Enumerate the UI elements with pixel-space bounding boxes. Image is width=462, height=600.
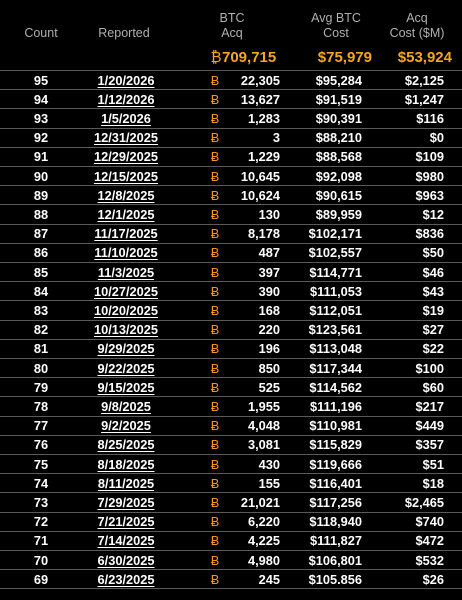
row-btc-acquired: 525 <box>258 379 280 395</box>
row-avg-cost: $88,210 <box>315 130 362 146</box>
row-btc-acquired: 487 <box>258 245 280 261</box>
table-row <box>0 512 462 531</box>
row-btc-acquired: 1,229 <box>247 149 280 165</box>
row-reported-date[interactable]: 9/8/2025 <box>101 398 151 414</box>
row-avg-cost: $119,666 <box>309 456 362 472</box>
row-avg-cost: $123,561 <box>308 322 362 338</box>
row-acq-cost: $472 <box>415 533 444 549</box>
row-acq-cost: $19 <box>422 302 444 318</box>
header-avg-cost-line1: Avg BTC <box>311 11 361 25</box>
table-row <box>0 205 462 224</box>
total-btc-acq: 709,715 <box>222 49 277 66</box>
btc-symbol-icon: Ƀ <box>210 533 220 549</box>
btc-symbol-icon: Ƀ <box>210 360 220 376</box>
row-acq-cost: $449 <box>415 418 444 434</box>
header-acq-cost-line2: Cost ($M) <box>389 26 445 40</box>
row-reported-date[interactable]: 7/29/2025 <box>97 494 155 510</box>
btc-symbol-icon: Ƀ <box>210 168 220 184</box>
row-count: 93 <box>33 110 49 126</box>
header-acq-cost-line1: Acq <box>406 11 428 25</box>
row-acq-cost: $51 <box>422 456 444 472</box>
row-btc-acquired: 3 <box>272 130 280 146</box>
header-btc-acq-line1: BTC <box>219 11 245 25</box>
btc-symbol-icon: Ƀ <box>210 398 220 414</box>
btc-symbol-icon: Ƀ <box>210 437 220 453</box>
row-count: 77 <box>33 418 49 434</box>
row-avg-cost: $90,391 <box>315 110 362 126</box>
row-reported-date[interactable]: 10/27/2025 <box>93 283 159 299</box>
row-count: 95 <box>33 72 49 88</box>
table-row <box>0 359 462 378</box>
row-count: 72 <box>33 514 49 530</box>
row-reported-date[interactable]: 11/3/2025 <box>97 264 155 280</box>
row-reported-date[interactable]: 12/1/2025 <box>97 206 155 222</box>
row-avg-cost: $111,053 <box>310 283 362 299</box>
row-count: 70 <box>33 552 49 568</box>
btc-symbol-icon: Ƀ <box>210 264 220 280</box>
table-row <box>0 320 462 339</box>
row-acq-cost: $357 <box>415 437 444 453</box>
row-btc-acquired: 4,048 <box>247 418 280 434</box>
row-acq-cost: $50 <box>422 245 444 261</box>
row-count: 91 <box>33 149 49 165</box>
row-reported-date[interactable]: 12/31/2025 <box>93 130 159 146</box>
row-count: 84 <box>33 283 49 299</box>
table-row <box>0 109 462 128</box>
row-btc-acquired: 397 <box>258 264 280 280</box>
row-reported-date[interactable]: 12/8/2025 <box>97 187 155 203</box>
header-count: Count <box>24 26 58 40</box>
row-btc-acquired: 21,021 <box>240 494 280 510</box>
btc-symbol-icon: Ƀ <box>210 283 220 299</box>
btc-symbol-icon: Ƀ <box>210 149 220 165</box>
total-avg-cost: $75,979 <box>317 49 372 66</box>
row-acq-cost: $26 <box>422 571 444 587</box>
row-acq-cost: $12 <box>422 206 444 222</box>
table-row <box>0 263 462 282</box>
row-btc-acquired: 6,220 <box>247 514 280 530</box>
row-avg-cost: $102,557 <box>308 245 362 261</box>
row-count: 76 <box>33 437 49 453</box>
row-count: 86 <box>33 245 49 261</box>
row-btc-acquired: 155 <box>258 475 280 491</box>
row-btc-acquired: 4,225 <box>247 533 280 549</box>
row-reported-date[interactable]: 8/25/2025 <box>97 437 155 453</box>
btc-symbol-icon: Ƀ <box>210 514 220 530</box>
row-avg-cost: $90,615 <box>315 187 362 203</box>
row-btc-acquired: 245 <box>258 571 280 587</box>
row-acq-cost: $109 <box>415 149 444 165</box>
row-reported-date[interactable]: 9/15/2025 <box>97 379 155 395</box>
row-reported-date[interactable]: 6/23/2025 <box>97 571 155 587</box>
row-avg-cost: $110,981 <box>309 418 362 434</box>
row-reported-date[interactable]: 1/12/2026 <box>97 91 155 107</box>
row-acq-cost: $2,465 <box>404 494 444 510</box>
btc-symbol-icon: Ƀ <box>210 341 220 357</box>
btc-symbol-icon: Ƀ <box>210 187 220 203</box>
row-acq-cost: $116 <box>416 110 444 126</box>
table-row <box>0 167 462 186</box>
row-reported-date[interactable]: 9/22/2025 <box>97 360 155 376</box>
table-row <box>0 570 462 589</box>
row-btc-acquired: 1,955 <box>247 398 280 414</box>
btc-symbol-icon: Ƀ <box>210 226 220 242</box>
row-btc-acquired: 430 <box>258 456 280 472</box>
row-avg-cost: $91,519 <box>315 91 362 107</box>
btc-symbol-icon: Ƀ <box>210 245 220 261</box>
row-avg-cost: $118,940 <box>309 514 362 530</box>
table-row <box>0 339 462 358</box>
row-acq-cost: $532 <box>415 552 444 568</box>
row-btc-acquired: 168 <box>258 302 280 318</box>
table-row <box>0 397 462 416</box>
btc-symbol-icon: Ƀ <box>210 418 220 434</box>
row-count: 79 <box>33 379 49 395</box>
row-count: 88 <box>33 206 49 222</box>
row-avg-cost: $105.856 <box>308 571 362 587</box>
row-reported-date[interactable]: 11/17/2025 <box>94 226 158 242</box>
header-avg-cost-line2: Cost <box>323 26 349 40</box>
table-row <box>0 147 462 166</box>
row-avg-cost: $111,196 <box>310 398 362 414</box>
table-row <box>0 416 462 435</box>
table-row <box>0 243 462 262</box>
row-btc-acquired: 220 <box>258 322 280 338</box>
row-avg-cost: $114,771 <box>309 264 362 280</box>
row-reported-date[interactable]: 12/15/2025 <box>93 168 159 184</box>
row-acq-cost: $46 <box>422 264 444 280</box>
row-avg-cost: $114,562 <box>309 379 362 395</box>
row-count: 78 <box>33 398 49 414</box>
btc-symbol-icon: Ƀ <box>210 494 220 510</box>
row-reported-date[interactable]: 7/14/2025 <box>97 533 155 549</box>
row-avg-cost: $88,568 <box>315 149 362 165</box>
row-count: 87 <box>33 226 49 242</box>
row-avg-cost: $117,344 <box>309 360 362 376</box>
row-btc-acquired: 22,305 <box>240 72 280 88</box>
row-btc-acquired: 13,627 <box>240 91 280 107</box>
table-row <box>0 128 462 147</box>
row-count: 83 <box>33 302 49 318</box>
row-reported-date[interactable]: 12/29/2025 <box>93 149 159 165</box>
row-avg-cost: $95,284 <box>315 72 362 88</box>
table-row <box>0 455 462 474</box>
header-reported: Reported <box>98 26 150 40</box>
table-row <box>0 531 462 550</box>
row-count: 69 <box>33 571 49 587</box>
row-divider <box>0 588 462 589</box>
row-btc-acquired: 3,081 <box>247 437 280 453</box>
total-acq-cost: $53,924 <box>397 49 452 66</box>
row-reported-date[interactable]: 9/29/2025 <box>97 341 155 357</box>
row-reported-date[interactable]: 8/11/2025 <box>97 475 155 491</box>
row-avg-cost: $102,171 <box>308 226 362 242</box>
row-btc-acquired: 1,283 <box>247 110 280 126</box>
btc-symbol-icon: Ƀ <box>210 302 220 318</box>
btc-symbol-icon: Ƀ <box>210 379 220 395</box>
btc-symbol-icon: Ƀ <box>210 130 220 146</box>
table-row <box>0 224 462 243</box>
row-reported-date[interactable]: 6/30/2025 <box>97 552 155 568</box>
row-count: 82 <box>33 322 49 338</box>
row-acq-cost: $22 <box>422 341 444 357</box>
row-avg-cost: $92,098 <box>315 168 362 184</box>
row-reported-date[interactable]: 1/5/2026 <box>101 110 151 126</box>
row-reported-date[interactable]: 10/20/2025 <box>93 302 159 318</box>
btc-symbol-icon: Ƀ <box>210 110 220 126</box>
row-count: 94 <box>33 91 49 107</box>
row-btc-acquired: 390 <box>258 283 280 299</box>
table-row <box>0 435 462 454</box>
row-acq-cost: $27 <box>422 322 444 338</box>
total-btc-symbol: ₿ <box>210 49 222 66</box>
row-btc-acquired: 10,624 <box>240 187 280 203</box>
row-acq-cost: $43 <box>422 283 444 299</box>
table-row <box>0 301 462 320</box>
row-reported-date[interactable]: 11/10/2025 <box>94 245 158 261</box>
row-count: 71 <box>33 533 49 549</box>
table-row <box>0 282 462 301</box>
table-row <box>0 71 462 90</box>
row-btc-acquired: 10,645 <box>240 168 280 184</box>
table-row <box>0 186 462 205</box>
row-acq-cost: $1,247 <box>404 91 444 107</box>
row-acq-cost: $0 <box>429 130 444 146</box>
btc-symbol-icon: Ƀ <box>210 571 220 587</box>
header-btc-acq-line2: Acq <box>221 26 243 40</box>
row-acq-cost: $60 <box>422 379 444 395</box>
row-acq-cost: $100 <box>415 360 444 376</box>
row-acq-cost: $740 <box>415 514 444 530</box>
row-acq-cost: $963 <box>415 187 444 203</box>
row-reported-date[interactable]: 8/18/2025 <box>97 456 155 472</box>
row-reported-date[interactable]: 1/20/2026 <box>97 72 155 88</box>
row-avg-cost: $112,051 <box>309 302 362 318</box>
table-row <box>0 474 462 493</box>
table-row <box>0 551 462 570</box>
btc-symbol-icon: Ƀ <box>210 206 220 222</box>
row-avg-cost: $113,048 <box>309 341 362 357</box>
table-row <box>0 90 462 109</box>
table-header <box>0 0 462 46</box>
row-count: 89 <box>33 187 49 203</box>
row-count: 92 <box>33 130 49 146</box>
row-count: 85 <box>33 264 49 280</box>
row-avg-cost: $116,401 <box>309 475 362 491</box>
row-reported-date[interactable]: 9/2/2025 <box>101 418 151 434</box>
row-count: 80 <box>33 360 49 376</box>
totals-row <box>0 46 462 70</box>
table-row <box>0 378 462 397</box>
row-btc-acquired: 196 <box>258 341 280 357</box>
row-btc-acquired: 4,980 <box>247 552 280 568</box>
row-acq-cost: $836 <box>415 226 444 242</box>
row-count: 74 <box>33 475 49 491</box>
row-avg-cost: $117,256 <box>309 494 362 510</box>
btc-symbol-icon: Ƀ <box>210 475 220 491</box>
btc-symbol-icon: Ƀ <box>210 552 220 568</box>
row-count: 73 <box>33 494 49 510</box>
row-btc-acquired: 130 <box>258 206 280 222</box>
btc-symbol-icon: Ƀ <box>210 322 220 338</box>
row-avg-cost: $89,959 <box>315 206 362 222</box>
row-count: 75 <box>33 456 49 472</box>
table-row <box>0 493 462 512</box>
btc-symbol-icon: Ƀ <box>210 72 220 88</box>
row-avg-cost: $111,827 <box>310 533 362 549</box>
row-acq-cost: $2,125 <box>404 72 444 88</box>
row-avg-cost: $106,801 <box>308 552 362 568</box>
row-count: 90 <box>33 168 49 184</box>
row-btc-acquired: 8,178 <box>247 226 280 242</box>
row-avg-cost: $115,829 <box>309 437 362 453</box>
btc-symbol-icon: Ƀ <box>210 456 220 472</box>
row-acq-cost: $18 <box>422 475 444 491</box>
row-reported-date[interactable]: 7/21/2025 <box>97 514 155 530</box>
row-acq-cost: $217 <box>415 398 444 414</box>
row-acq-cost: $980 <box>415 168 444 184</box>
row-count: 81 <box>33 341 49 357</box>
btc-symbol-icon: Ƀ <box>210 91 220 107</box>
row-reported-date[interactable]: 10/13/2025 <box>93 322 159 338</box>
row-btc-acquired: 850 <box>258 360 280 376</box>
